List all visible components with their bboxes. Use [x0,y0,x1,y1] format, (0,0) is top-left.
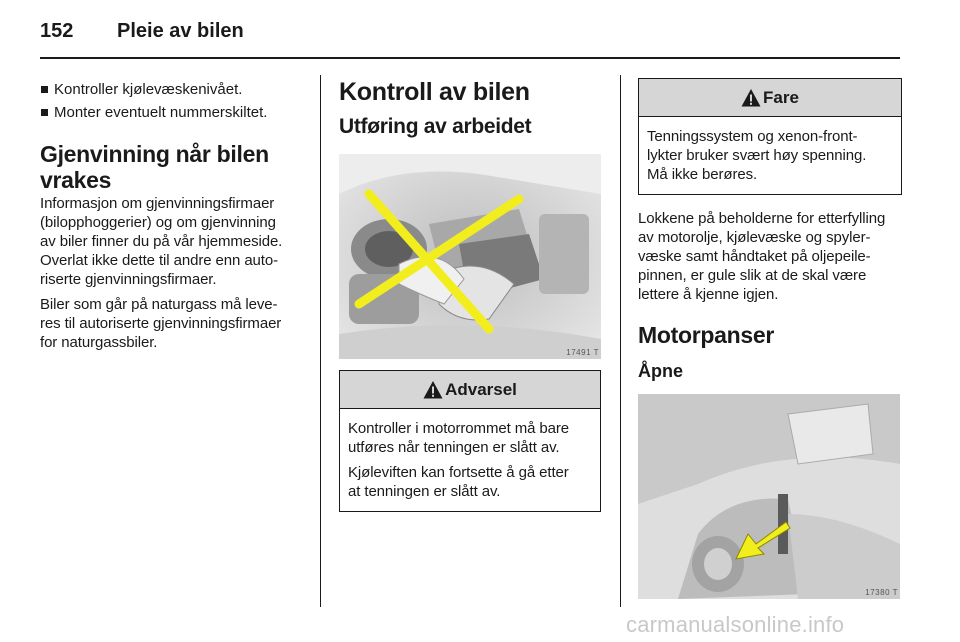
list-item: Monter eventuelt nummerskiltet. [40,101,310,124]
figure-code: 17491 T [566,348,599,357]
column-right [638,78,902,599]
page-title: Pleie av bilen [117,20,244,42]
column-divider [320,75,321,607]
warning-triangle-icon [741,88,761,108]
bonnet-release-figure [638,394,900,599]
natural-gas-paragraph: Biler som går på naturgass må leve- res til autoriserte gjenvinningsfirmaer for naturgassbiler. [40,296,282,351]
section-heading-vehicle-checks: Kontroll av bilen [339,78,530,106]
bullet-list [40,78,310,124]
yellow-caps-paragraph: Lokkene på beholderne for etterfylling av motorolje, kjølevæske og spyler- væske samt håndtaket på oljepeile- pinnen, er gule slik at de skal være lettere å kjenne igjen. [638,210,886,303]
warning-box [339,370,601,512]
page-header [40,20,900,60]
bonnet-release-illustration [638,394,900,599]
list-item: Kontroller kjølevæskenivået. [40,78,310,101]
danger-box [638,78,902,195]
danger-title: Fare [763,87,799,107]
subheading-open: Åpne [638,361,683,381]
column-divider [620,75,621,607]
header-rule [40,57,900,59]
warning-title: Advarsel [445,379,517,399]
recycling-paragraph: Informasjon om gjenvinningsfirmaer (bilopphoggerier) og om gjenvinning av biler finner du på vår hjemmeside. Overlat ikke dette til andre enn auto- riserte gjenvinningsfirmaer. [40,195,283,288]
danger-body [639,117,901,194]
danger-paragraph: Tenningssystem og xenon-front- lykter bruker svært høy spenning. Må ikke berøres. [647,128,867,183]
engine-bay-figure [339,154,601,359]
column-middle [339,78,601,512]
warning-paragraph: Kjøleviften kan fortsette å gå etter at tenningen er slått av. [348,464,569,500]
section-heading-bonnet: Motorpanser [638,322,774,348]
watermark: carmanualsonline.info [626,612,845,637]
warning-paragraph: Kontroller i motorrommet må bare utføres når tenningen er slått av. [348,420,570,456]
warning-triangle-icon [423,380,443,400]
warning-body [340,409,600,511]
engine-bay-illustration [339,154,601,359]
section-heading-recycling: Gjenvinning når bilen vrakes [40,141,269,193]
column-left [40,78,310,352]
figure-code: 17380 T [865,588,898,597]
page-number: 152 [40,20,74,42]
warning-header [340,371,600,409]
danger-header [639,79,901,117]
subheading-performing-work: Utføring av arbeidet [339,115,532,138]
